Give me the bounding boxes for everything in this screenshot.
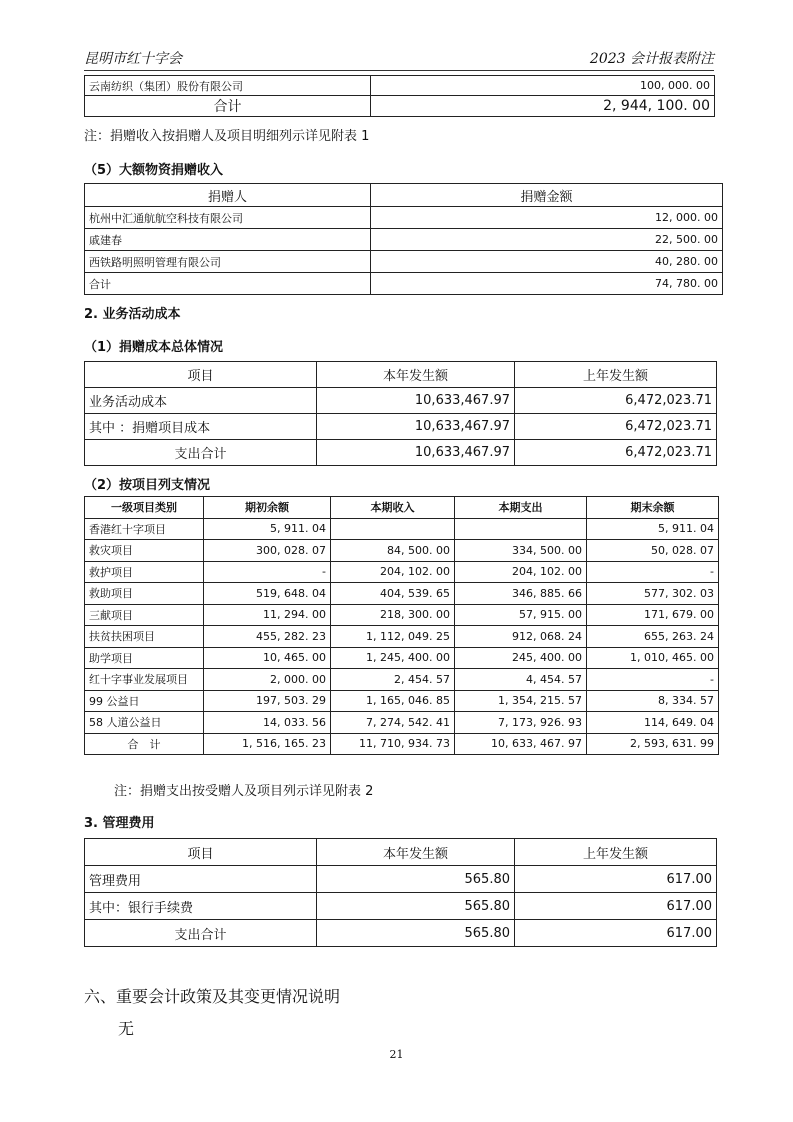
header-org: 昆明市红十字会 [84,51,182,67]
closing-balance: 577, 302. 03 [587,583,719,605]
opening-balance: 5, 911. 04 [204,518,331,540]
donation-amount: 100, 000. 00 [371,76,715,96]
closing-balance: 114, 649. 04 [587,712,719,734]
expense-item: 其中：银行手续费 [85,893,317,920]
period-income: 204, 102. 00 [331,561,455,583]
period-income: 1, 112, 049. 25 [331,626,455,648]
header-period-income: 本期收入 [331,497,455,519]
header-period-expense: 本期支出 [455,497,587,519]
current-amount: 565.80 [317,866,515,893]
table-row [85,893,717,920]
total-label: 合计 [85,96,371,117]
header-amount: 捐赠金额 [371,184,723,207]
section-5-title: （5）大额物资捐赠收入 [84,163,224,178]
header-previous-year: 上年发生额 [515,362,717,388]
current-amount: 565.80 [317,893,515,920]
donation-amount: 12, 000. 00 [371,207,723,229]
period-income: 84, 500. 00 [331,540,455,562]
period-expense: 204, 102. 00 [455,561,587,583]
donor-name: 西铁路明照明管理有限公司 [85,251,371,273]
expense-item: 支出合计 [85,920,317,947]
table-row [85,690,719,712]
donation-amount: 40, 280. 00 [371,251,723,273]
header-opening-balance: 期初余额 [204,497,331,519]
current-amount: 10,633,467.97 [317,414,515,440]
period-expense: 334, 500. 00 [455,540,587,562]
previous-amount: 6,472,023.71 [515,388,717,414]
project-name: 助学项目 [85,647,204,669]
header-report: 2023 会计报表附注 [589,51,714,67]
page-header [84,46,714,71]
donation-cost-table [84,361,717,466]
cost-item: 业务活动成本 [85,388,317,414]
opening-balance: 300, 028. 07 [204,540,331,562]
period-expense [455,518,587,540]
header-category: 一级项目类别 [85,497,204,519]
period-expense: 57, 915. 00 [455,604,587,626]
period-expense: 912, 068. 24 [455,626,587,648]
opening-balance: 455, 282. 23 [204,626,331,648]
table-row [85,583,719,605]
section-6-body: 无 [118,1019,135,1038]
closing-balance: - [587,669,719,691]
table-total-row [85,440,717,466]
opening-balance: - [204,561,331,583]
cost-item: 支出合计 [85,440,317,466]
table-row [85,540,719,562]
total-amount: 74, 780. 00 [371,273,723,295]
admin-expense-table [84,838,717,947]
note-1: 注：捐赠收入按捐赠人及项目明细列示详见附表 1 [84,129,370,144]
opening-balance: 11, 294. 00 [204,604,331,626]
opening-balance: 197, 503. 29 [204,690,331,712]
period-income: 1, 245, 400. 00 [331,647,455,669]
header-current-year: 本年发生额 [317,839,515,866]
project-name: 扶贫扶困项目 [85,626,204,648]
donation-amount: 22, 500. 00 [371,229,723,251]
closing-balance: 655, 263. 24 [587,626,719,648]
period-expense: 245, 400. 00 [455,647,587,669]
section-3-title: 3. 管理费用 [84,816,155,831]
header-closing-balance: 期末余额 [587,497,719,519]
table-row [85,712,719,734]
period-income: 218, 300. 00 [331,604,455,626]
previous-amount: 617.00 [515,893,717,920]
cost-item: 其中 ：捐赠项目成本 [85,414,317,440]
donation-income-table-tail [84,75,715,117]
table-total-row [85,920,717,947]
header-item: 项目 [85,839,317,866]
previous-amount: 6,472,023.71 [515,414,717,440]
period-income: 1, 165, 046. 85 [331,690,455,712]
table-row [85,626,719,648]
period-income: 2, 454. 57 [331,669,455,691]
table-total-row [85,273,723,295]
closing-balance: - [587,561,719,583]
period-expense: 346, 885. 66 [455,583,587,605]
total-amount: 2, 944, 100. 00 [371,96,715,117]
previous-amount: 6,472,023.71 [515,440,717,466]
opening-balance: 14, 033. 56 [204,712,331,734]
current-amount: 10,633,467.97 [317,440,515,466]
table-row [85,388,717,414]
opening-balance: 10, 465. 00 [204,647,331,669]
table-row [85,251,723,273]
opening-balance: 519, 648. 04 [204,583,331,605]
previous-amount: 617.00 [515,920,717,947]
period-income: 11, 710, 934. 73 [331,733,455,755]
page-number: 21 [389,1048,404,1061]
expense-item: 管理费用 [85,866,317,893]
project-name: 99 公益日 [85,690,204,712]
material-donation-table [84,183,723,295]
table-row [85,647,719,669]
donor-name: 杭州中汇通航航空科技有限公司 [85,207,371,229]
current-amount: 10,633,467.97 [317,388,515,414]
total-label: 合 计 [85,733,204,755]
table-row [85,669,719,691]
project-name: 红十字事业发展项目 [85,669,204,691]
section-2-1-title: （1）捐赠成本总体情况 [84,340,224,355]
table-row [85,561,719,583]
note-2: 注：捐赠支出按受赠人及项目列示详见附表 2 [114,784,374,799]
project-name: 58 人道公益日 [85,712,204,734]
opening-balance: 1, 516, 165. 23 [204,733,331,755]
project-name: 救灾项目 [85,540,204,562]
section-2-2-title: （2）按项目列支情况 [84,478,211,493]
opening-balance: 2, 000. 00 [204,669,331,691]
header-donor: 捐赠人 [85,184,371,207]
project-name: 救护项目 [85,561,204,583]
project-name: 救助项目 [85,583,204,605]
project-name: 三献项目 [85,604,204,626]
period-income: 404, 539. 65 [331,583,455,605]
current-amount: 565.80 [317,920,515,947]
closing-balance: 50, 028. 07 [587,540,719,562]
table-row [85,207,723,229]
project-name: 香港红十字项目 [85,518,204,540]
header-item: 项目 [85,362,317,388]
period-income [331,518,455,540]
closing-balance: 2, 593, 631. 99 [587,733,719,755]
section-6-title: 六、重要会计政策及其变更情况说明 [84,987,341,1006]
total-label: 合计 [85,273,371,295]
table-header-row [85,184,723,207]
closing-balance: 5, 911. 04 [587,518,719,540]
table-header-row [85,839,717,866]
table-total-row [85,96,715,117]
header-previous-year: 上年发生额 [515,839,717,866]
period-income: 7, 274, 542. 41 [331,712,455,734]
header-current-year: 本年发生额 [317,362,515,388]
period-expense: 4, 454. 57 [455,669,587,691]
section-2-title: 2. 业务活动成本 [84,307,181,322]
period-expense: 7, 173, 926. 93 [455,712,587,734]
table-header-row [85,362,717,388]
closing-balance: 1, 010, 465. 00 [587,647,719,669]
closing-balance: 171, 679. 00 [587,604,719,626]
table-row [85,518,719,540]
project-expense-table [84,496,719,755]
previous-amount: 617.00 [515,866,717,893]
donor-name: 云南纺织（集团）股份有限公司 [85,76,371,96]
period-expense: 1, 354, 215. 57 [455,690,587,712]
table-header-row [85,497,719,519]
table-row [85,866,717,893]
table-row [85,229,723,251]
table-total-row [85,733,719,755]
period-expense: 10, 633, 467. 97 [455,733,587,755]
table-row [85,76,715,96]
donor-name: 戚建春 [85,229,371,251]
table-row [85,414,717,440]
closing-balance: 8, 334. 57 [587,690,719,712]
table-row [85,604,719,626]
